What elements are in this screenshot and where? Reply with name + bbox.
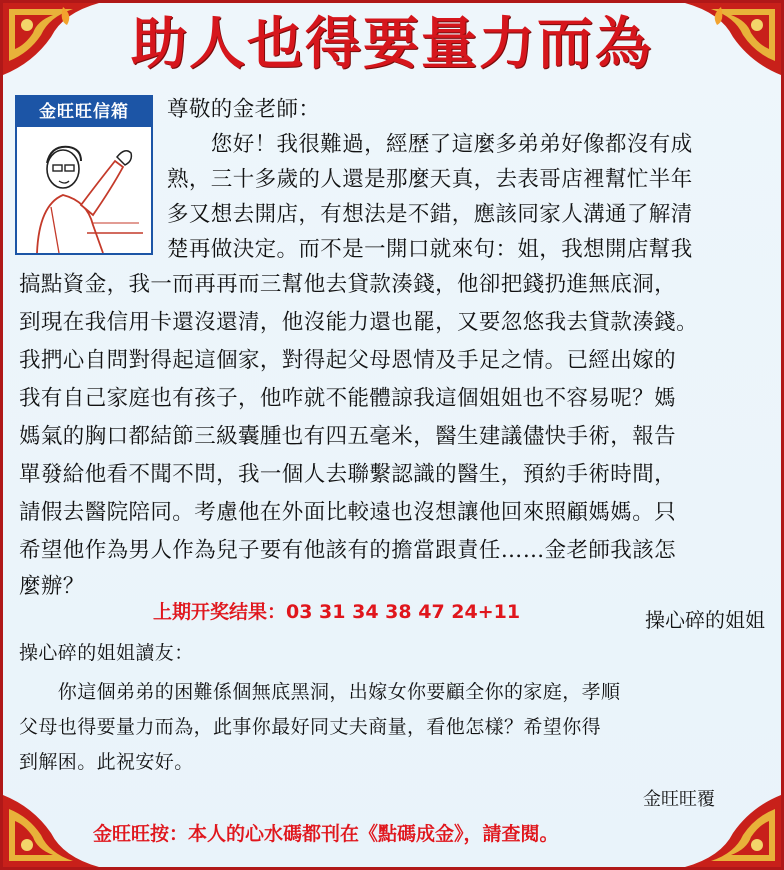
letter-line: 單發給他看不聞不問，我一個人去聯繫認識的醫生，預約手術時間， xyxy=(19,462,677,487)
letter-line: 您好！我很難過，經歷了這麼多弟弟好像都沒有成 xyxy=(167,132,693,157)
headline: 助人也得要量力而為 xyxy=(131,11,653,77)
letter-line: 楚再做決定。而不是一開口就來句：姐，我想開店幫我 xyxy=(167,237,693,262)
reply-salutation: 操心碎的姐姐讀友： xyxy=(19,642,194,664)
letter-signature: 操心碎的姐姐 xyxy=(645,608,765,632)
lottery-result: 上期开奖结果：03 31 34 38 47 24+11 xyxy=(153,601,521,623)
reply-line: 父母也得要量力而為，此事你最好同丈夫商量，看他怎樣？希望你得 xyxy=(19,716,602,738)
letter-salutation: 尊敬的金老師： xyxy=(167,97,321,122)
letter-line: 我有自己家庭也有孩子，他咋就不能體諒我這個姐姐也不容易呢？媽 xyxy=(19,386,677,411)
letter-line: 希望他作為男人作為兒子要有他該有的擔當跟責任……金老師我該怎 xyxy=(19,538,677,563)
letter-line: 我捫心自問對得起這個家，對得起父母恩情及手足之情。已經出嫁的 xyxy=(19,348,677,373)
letter-line: 熟，三十多歲的人還是那麼天真，去表哥店裡幫忙半年 xyxy=(167,167,693,192)
column-title: 金旺旺信箱 xyxy=(17,97,151,127)
ornament-corner-bottom-left xyxy=(3,795,99,867)
footer-note: 金旺旺按：本人的心水碼都刊在《點碼成金》，請查閱。 xyxy=(93,823,559,845)
letter-line: 多又想去開店，有想法是不錯，應該同家人溝通了解清 xyxy=(167,202,693,227)
writer-illustration-icon xyxy=(17,127,151,253)
reply-signature: 金旺旺覆 xyxy=(643,789,715,810)
letter-line: 到現在我信用卡還沒還清，他沒能力還也罷，又要忽悠我去貸款湊錢。 xyxy=(19,310,698,335)
column-logo xyxy=(15,95,153,255)
letter-line: 媽氣的胸口都結節三級囊腫也有四五毫米，醫生建議儘快手術，報告 xyxy=(19,424,677,449)
letter-line: 麼辦？ xyxy=(19,574,85,599)
letter-line: 請假去醫院陪同。考慮他在外面比較遠也沒想讓他回來照顧媽媽。只 xyxy=(19,500,677,525)
reply-line: 你這個弟弟的困難係個無底黑洞，出嫁女你要顧全你的家庭，孝順 xyxy=(19,681,621,703)
reply-line: 到解困。此祝安好。 xyxy=(19,751,194,773)
letter-line: 搞點資金，我一而再再而三幫他去貸款湊錢，他卻把錢扔進無底洞， xyxy=(19,272,677,297)
